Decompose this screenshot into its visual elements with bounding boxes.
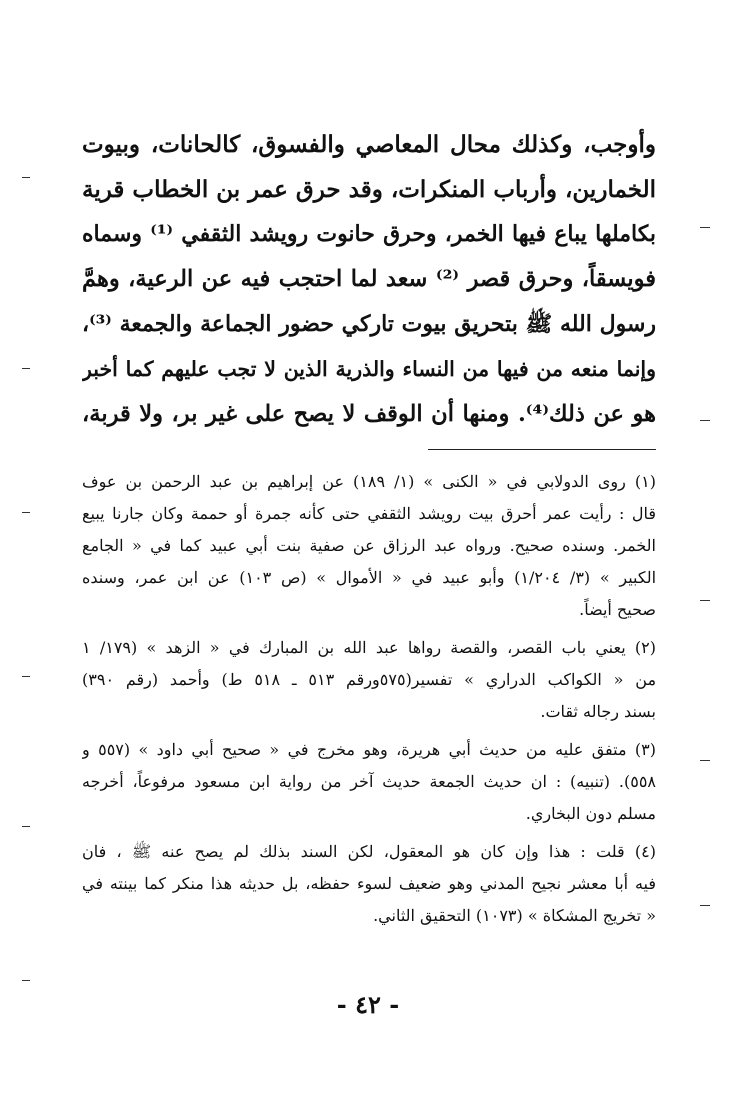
- main-text-line: وإنما منعه من فيها من النساء والذرية الذين لا تجب عليهم كما أخبر: [82, 357, 656, 381]
- footnote-line: (١) روى الدولابي في « الكنى » (١/ ١٨٩) عن إبراهيم بن عبد الرحمن بن عوف: [82, 472, 656, 491]
- margin-mark: [22, 368, 30, 369]
- footnote-4: [82, 836, 656, 932]
- margin-mark: [700, 227, 710, 228]
- main-text-line: وأوجب، وكذلك محال المعاصي والفسوق، كالحانات، وبيوت: [82, 131, 656, 158]
- footnote-line: (٤) قلت : هذا وإن كان هو المعقول، لكن السند بذلك لم يصح عنه ﷺ ، فان: [82, 842, 656, 861]
- main-text-line: الخمارين، وأرباب المنكرات، وقد حرق عمر بن الخطاب قرية: [82, 176, 656, 203]
- margin-mark: [22, 676, 30, 677]
- footnote-line: صحيح أيضاً.: [579, 600, 656, 619]
- footnote-line: ٥٥٨). (تنبيه) : ان حديث الجمعة حديث آخر من رواية ابن مسعود مرفوعاً، أخرجه: [82, 772, 656, 791]
- main-text-line: بكاملها يباع فيها الخمر، وحرق حانوت رويشد الثقفي ⁽¹⁾ وسماه: [82, 221, 656, 247]
- footnote-separator: [428, 449, 656, 450]
- footnote-line: فيه أبا معشر نجيح المدني وهو ضعيف لسوء حفظه، بل حديثه هذا منكر كما بينته في: [82, 874, 656, 893]
- margin-mark: [700, 600, 710, 601]
- footnote-line: (٣) متفق عليه من حديث أبي هريرة، وهو مخرج في « صحيح أبي داود » (٥٥٧ و: [82, 740, 656, 759]
- margin-mark: [700, 420, 710, 421]
- main-text: [82, 122, 656, 437]
- footnotes: [82, 466, 656, 938]
- main-text-line: فويسقاً، وحرق قصر ⁽²⁾ سعد لما احتجب فيه عن الرعية، وهمَّ: [82, 266, 656, 292]
- main-text-line: هو عن ذلك⁽⁴⁾. ومنها أن الوقف لا يصح على غير بر، ولا قربة،: [82, 401, 656, 427]
- footnote-line: مسلم دون البخاري.: [525, 804, 656, 823]
- margin-mark: [22, 177, 30, 178]
- footnote-1: [82, 466, 656, 626]
- margin-mark: [700, 760, 710, 761]
- page-number: - ٤٢ -: [336, 990, 400, 1019]
- footnote-line: الخمر. وسنده صحيح. ورواه عبد الرزاق عن صفية بنت أبي عبيد كما في « الجامع: [82, 536, 656, 555]
- footnote-line: من « الكواكب الدراري » تفسير(٥٧٥ورقم ٥١٣ ـ ٥١٨ ط) وأحمد (رقم ٣٩٠): [82, 670, 656, 689]
- footnote-line: « تخريج المشكاة » (١٠٧٣) التحقيق الثاني.: [373, 906, 656, 925]
- footnote-line: بسند رجاله ثقات.: [540, 702, 656, 721]
- footnote-2: [82, 632, 656, 728]
- footnote-line: قال : رأيت عمر أحرق بيت رويشد الثقفي حتى كأنه جمرة أو حممة وكان جارنا يبيع: [82, 504, 656, 523]
- margin-mark: [22, 512, 30, 513]
- footnote-3: [82, 734, 656, 830]
- footnote-line: الكبير » (٣/ ١/٢٠٤) وأبو عبيد في « الأموال » (ص ١٠٣) عن ابن عمر، وسنده: [82, 568, 656, 587]
- footnote-line: (٢) يعني باب القصر، والقصة رواها عبد الله بن المبارك في « الزهد » (١٧٩/ ١: [82, 638, 656, 657]
- margin-mark: [22, 826, 30, 827]
- main-text-line: رسول الله ﷺ بتحريق بيوت تاركي حضور الجماعة والجمعة ⁽³⁾،: [82, 311, 656, 337]
- margin-mark: [700, 905, 710, 906]
- margin-mark: [22, 980, 30, 981]
